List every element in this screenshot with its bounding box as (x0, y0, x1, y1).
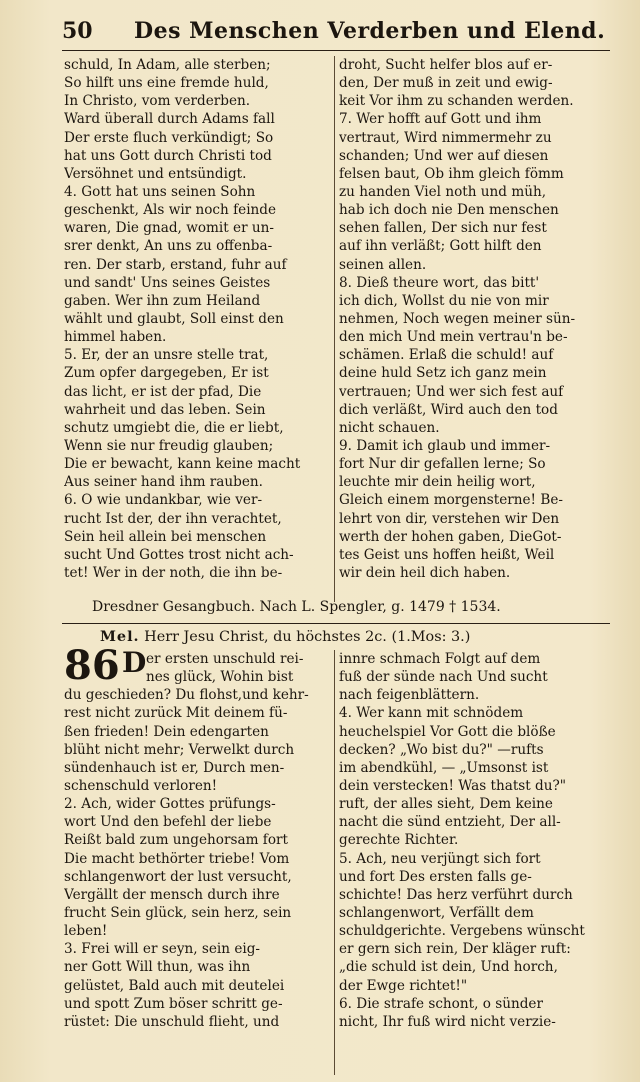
text-line: ich dich, Wollst du nie von mir (339, 292, 549, 309)
right-column-bottom (339, 650, 607, 1031)
text-line: wahrheit und das leben. Sein (64, 401, 266, 418)
hymn-number: 86 (64, 642, 120, 689)
text-line: wir dein heil dich haben. (339, 564, 511, 581)
text-line: zu handen Viel noth und müh, (339, 183, 547, 200)
text-line: vertrauen; Und wer sich fest auf (339, 383, 564, 400)
text-line: 2. Ach, wider Gottes prüfungs- (64, 796, 276, 813)
text-line: schenschuld verloren! (64, 777, 218, 794)
text-line: schutz umgiebt die, die er liebt, (64, 419, 284, 436)
text-line: deine huld Setz ich ganz mein (339, 365, 547, 382)
text-line: nach feigenblättern. (339, 687, 480, 704)
text-line: nicht schauen. (339, 419, 440, 436)
text-line: 4. Wer kann mit schnödem (339, 705, 524, 722)
text-line: du geschieden? Du flohst,und kehr- (64, 687, 309, 704)
text-line: himmel haben. (64, 329, 167, 346)
text-line: So hilft uns eine fremde huld, (64, 75, 269, 92)
text-line: dein verstecken! Was thatst du?" (339, 777, 567, 794)
text-line: der Ewge richtet!" (339, 977, 468, 994)
text-line: das licht, er ist der pfad, Die (64, 383, 262, 400)
text-line: Ward überall durch Adams fall (64, 111, 275, 128)
text-line: Die er bewacht, kann keine macht (64, 456, 301, 473)
text-line: nehmen, Noch wegen meiner sün- (339, 310, 576, 327)
text-line: hab ich doch nie Den menschen (339, 202, 559, 219)
text-line: werth der hohen gaben, DieGot- (339, 528, 562, 545)
text-line: Wenn sie nur freudig glauben; (64, 437, 274, 454)
text-line: Aus seiner hand ihm rauben. (64, 474, 263, 491)
text-line: ßen frieden! Dein edengarten (64, 723, 269, 740)
text-line: heuchelspiel Vor Gott die blöße (339, 723, 556, 740)
text-line: decken? „Wo bist du?" —rufts (339, 741, 544, 758)
header-rule (62, 50, 610, 51)
text-line: schichte! Das herz verführt durch (339, 886, 573, 903)
text-line: rest nicht zurück Mit deinem fü- (64, 705, 288, 722)
text-line: 5. Er, der an unsre stelle trat, (64, 347, 269, 364)
text-line: geschenkt, Als wir noch feinde (64, 202, 277, 219)
column-divider-bottom (334, 650, 335, 1075)
text-line: keit Vor ihm zu schanden werden. (339, 93, 574, 110)
text-line: ner Gott Will thun, was ihn (64, 959, 251, 976)
right-column-top (339, 56, 607, 582)
text-line: und spott Zum böser schritt ge- (64, 995, 283, 1012)
text-line: sehen fallen, Der sich nur fest (339, 220, 547, 237)
text-line: hat uns Gott durch Christi tod (64, 147, 272, 164)
text-line: schanden; Und wer auf diesen (339, 147, 549, 164)
text-line: schlangenwort, Verfällt dem (339, 904, 534, 921)
drop-cap: D (122, 646, 147, 679)
text-line: Die macht bethörter triebe! Vom (64, 850, 290, 867)
source-attribution: Dresdner Gesangbuch. Nach L. Spengler, g. 1479 † 1534. (92, 599, 501, 615)
left-column-bottom (64, 646, 330, 1031)
text-line: waren, Die gnad, womit er un- (64, 220, 275, 237)
text-line: 6. O wie undankbar, wie ver- (64, 492, 263, 509)
text-line: wort Und den befehl der liebe (64, 814, 272, 831)
running-head: Des Menschen Verderben und Elend. (134, 18, 606, 44)
text-line: ruft, der alles sieht, Dem keine (339, 796, 553, 813)
melody-text: Herr Jesu Christ, du höchstes 2c. (1.Mos: 3.) (144, 629, 471, 645)
text-line: felsen baut, Ob ihm gleich fömm (339, 165, 564, 182)
text-line: wählt und glaubt, Soll einst den (64, 310, 284, 327)
text-line: blüht nicht mehr; Verwelkt durch (64, 741, 295, 758)
text-line: fuß der sünde nach Und sucht (339, 669, 548, 686)
text-line: im abendkühl, — „Umsonst ist (339, 759, 549, 776)
text-line: 9. Damit ich glaub und immer- (339, 437, 551, 454)
text-line: In Christo, vom verderben. (64, 93, 251, 110)
text-line: nacht die sünd entzieht, Der all- (339, 814, 561, 831)
text-line: gerechte Richter. (339, 832, 459, 849)
text-line: 7. Wer hofft auf Gott und ihm (339, 111, 542, 128)
melody-line (100, 628, 470, 645)
text-line: Zum opfer dargegeben, Er ist (64, 365, 269, 382)
text-line: den, Der muß in zeit und ewig- (339, 75, 553, 92)
text-line: ren. Der starb, erstand, fuhr auf (64, 256, 287, 273)
text-line: er ersten unschuld rei- (146, 651, 304, 667)
text-line: tes Geist uns hoffen heißt, Weil (339, 546, 555, 563)
text-line: leuchte mir dein heilig wort, (339, 474, 536, 491)
text-line: seinen allen. (339, 256, 427, 273)
text-line: „die schuld ist dein, Und horch, (339, 959, 558, 976)
text-line: rüstet: Die unschuld flieht, und (64, 1013, 280, 1030)
melody-label: Mel. (100, 628, 140, 645)
text-line: auf ihn verläßt; Gott hilft den (339, 238, 542, 255)
text-line: Vergällt der mensch durch ihre (64, 886, 280, 903)
text-line: nes glück, Wohin bist (146, 669, 294, 686)
text-line: den mich Und mein vertrau'n be- (339, 329, 568, 346)
text-line: schuld, In Adam, alle sterben; (64, 57, 271, 73)
text-line: lehrt von dir, verstehen wir Den (339, 510, 560, 527)
text-line: schlangenwort der lust versucht, (64, 868, 292, 885)
text-line: schuldgerichte. Vergebens wünscht (339, 923, 585, 940)
column-divider-top (334, 56, 335, 602)
text-line: Sein heil allein bei menschen (64, 528, 267, 545)
page-header (62, 18, 610, 48)
text-line: nicht, Ihr fuß wird nicht verzie- (339, 1013, 556, 1030)
text-line: 6. Die strafe schont, o sünder (339, 995, 543, 1012)
text-line: sündenhauch ist er, Durch men- (64, 759, 285, 776)
text-line: und sandt' Uns seines Geistes (64, 274, 271, 291)
text-line: dich verläßt, Wird auch den tod (339, 401, 558, 418)
text-line: innre schmach Folgt auf dem (339, 651, 541, 667)
text-line: srer denkt, An uns zu offenba- (64, 238, 273, 255)
text-line: rucht Ist der, der ihn verachtet, (64, 510, 282, 527)
text-line: 5. Ach, neu verjüngt sich fort (339, 850, 541, 867)
text-line: Der erste fluch verkündigt; So (64, 129, 274, 146)
text-line: und fort Des ersten falls ge- (339, 868, 532, 885)
left-column-top (64, 56, 330, 582)
text-line: fort Nur dir gefallen lerne; So (339, 456, 546, 473)
text-line: 4. Gott hat uns seinen Sohn (64, 183, 256, 200)
text-line: gelüstet, Bald auch mit deutelei (64, 977, 285, 994)
text-line: droht, Sucht helfer blos auf er- (339, 57, 553, 73)
page-number: 50 (62, 18, 93, 44)
text-line: gaben. Wer ihn zum Heiland (64, 292, 261, 309)
text-line: frucht Sein glück, sein herz, sein (64, 904, 292, 921)
text-line: schämen. Erlaß die schuld! auf (339, 347, 554, 364)
section-rule (62, 623, 610, 624)
text-line: 3. Frei will er seyn, sein eig- (64, 941, 261, 958)
text-line: vertraut, Wird nimmermehr zu (339, 129, 552, 146)
text-line: er gern sich rein, Der kläger ruft: (339, 941, 571, 958)
text-line: 8. Dieß theure wort, das bitt' (339, 274, 540, 291)
text-line: Reißt bald zum ungehorsam fort (64, 832, 288, 849)
text-line: tet! Wer in der noth, die ihn be- (64, 564, 283, 581)
text-line: Versöhnet und entsündigt. (64, 165, 247, 182)
text-line: sucht Und Gottes trost nicht ach- (64, 546, 294, 563)
text-line: leben! (64, 923, 108, 940)
text-line: Gleich einem morgensterne! Be- (339, 492, 563, 509)
